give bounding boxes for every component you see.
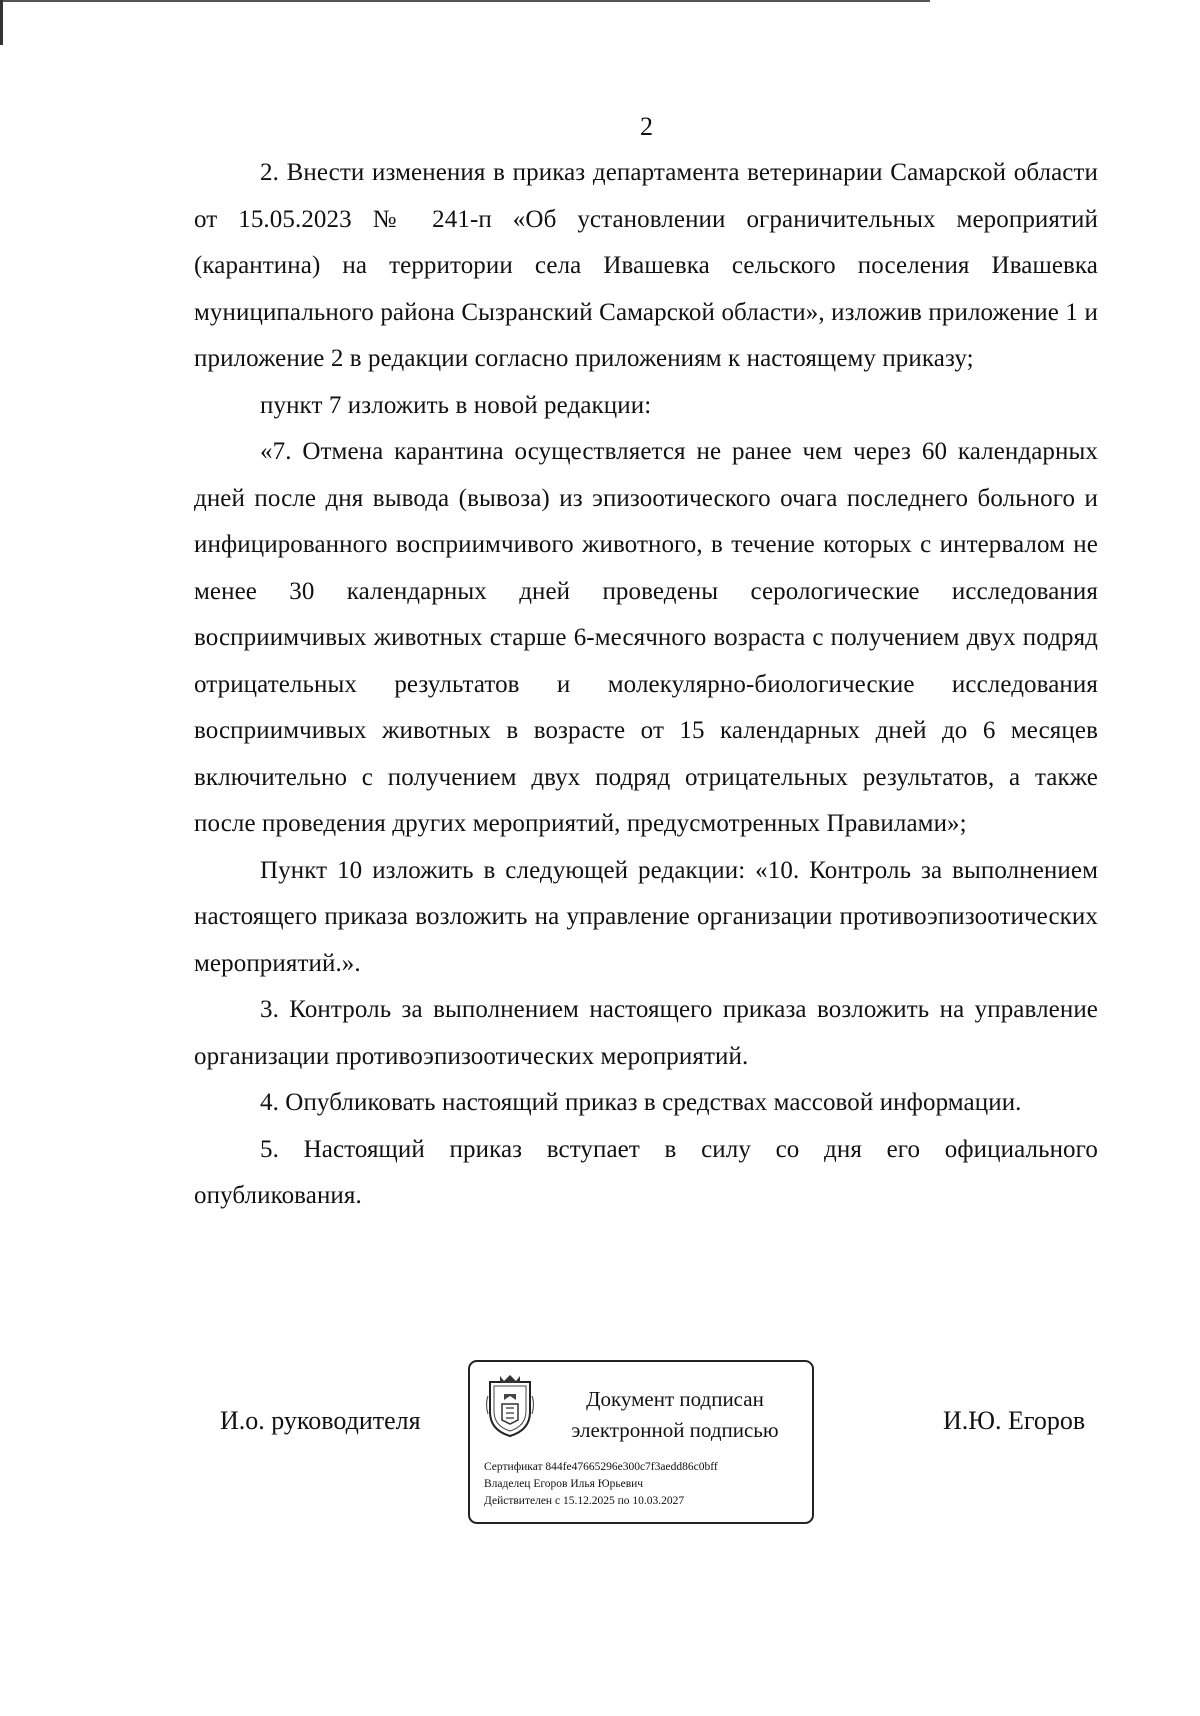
left-scan-edge (0, 0, 3, 45)
signatory-name: И.Ю. Егоров (943, 1406, 1086, 1435)
paragraph-clause-7-intro: пункт 7 изложить в новой редакции: (260, 391, 652, 419)
stamp-title-line-2: электронной подписью (571, 1418, 779, 1442)
paragraph-item-4: 4. Опубликовать настоящий приказ в средствах массовой информации. (260, 1089, 1022, 1116)
stamp-title-line-1: Документ подписан (586, 1387, 764, 1411)
stamp-validity: Действителен с 15.12.2025 по 10.03.2027 (484, 1495, 685, 1507)
electronic-signature-stamp (468, 1360, 814, 1524)
paragraph-item-2: 2. Внести изменения в приказ департамента ветеринарии Самарской области от 15.05.2023 № 241-п «Об установлении ограничительных мероприятий (карантина) на территории села Ивашевка сельского поселения Ивашевка муниципального района Сызранский Самарской области», изложив приложение 1 и приложение 2 в редакции согласно приложениям к настоящему приказу; (194, 159, 1098, 372)
coat-of-arms-icon (484, 1374, 536, 1438)
stamp-details (484, 1459, 809, 1510)
top-scan-edge (0, 0, 930, 2)
signatory-role: И.о. руководителя (220, 1406, 421, 1435)
signature-block (0, 1360, 1200, 1535)
document-body (194, 150, 1098, 1220)
paragraph-item-3: 3. Контроль за выполнением настоящего приказа возложить на управление организации противоэпизоотических мероприятий. (194, 996, 1098, 1070)
paragraph-clause-10: Пункт 10 изложить в следующей редакции: «10. Контроль за выполнением настоящего приказа возложить на управление организации противоэпизоотических мероприятий.». (194, 856, 1098, 977)
stamp-title (550, 1384, 800, 1446)
page-number: 2 (640, 112, 653, 141)
paragraph-clause-7-text: «7. Отмена карантина осуществляется не ранее чем через 60 календарных дней после дня вывода (вывоза) из эпизоотического очага последнего больного и инфицированного восприимчивого животного, в течение которых с интервалом не менее 30 календарных дней проведены серологические исследования восприимчивых животных старше 6-месячного возраста с получением двух подряд отрицательных результатов и молекулярно-биологические исследования восприимчивых животных в возрасте от 15 календарных дней до 6 месяцев включительно с получением двух подряд отрицательных результатов, а также после проведения других мероприятий, предусмотренных Правилами»; (194, 438, 1098, 837)
stamp-certificate: Сертификат 844fe47665296e300c7f3aedd86c0bff (484, 1461, 718, 1473)
paragraph-item-5: 5. Настоящий приказ вступает в силу со дня его официального опубликования. (194, 1135, 1098, 1209)
stamp-owner: Владелец Егоров Илья Юрьевич (484, 1478, 644, 1490)
